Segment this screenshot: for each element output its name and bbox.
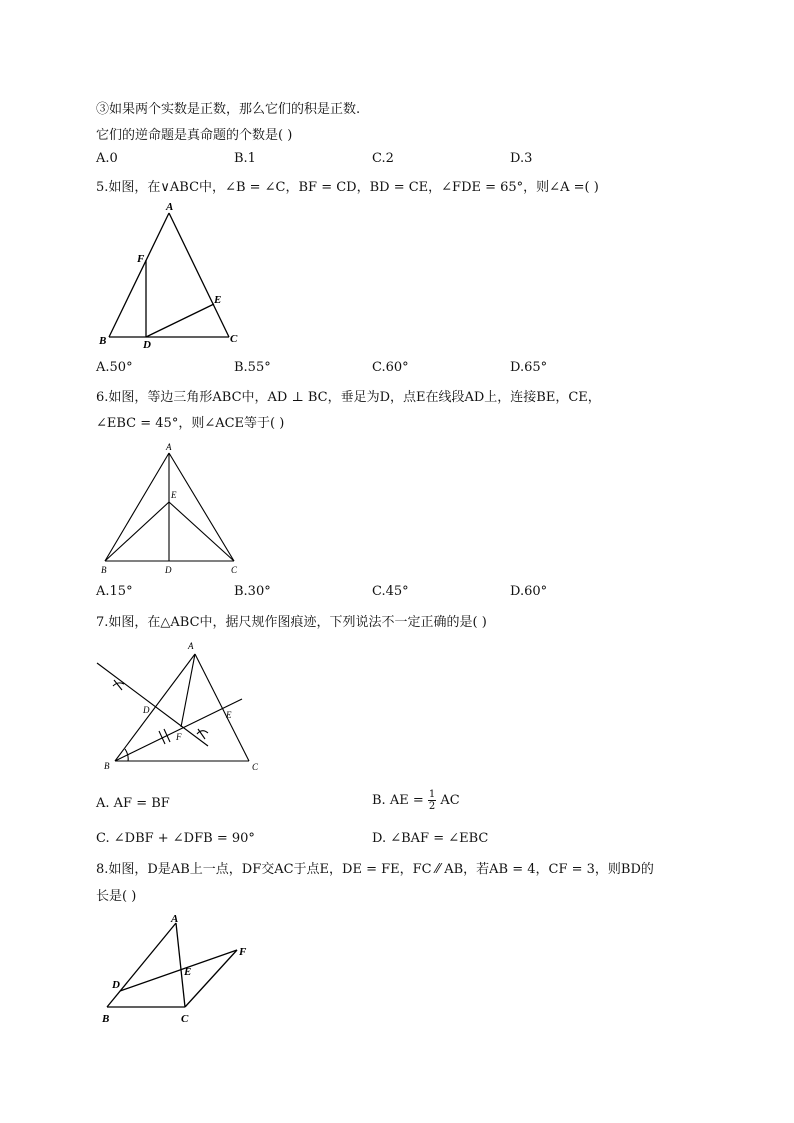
point-e-label: E <box>171 490 177 500</box>
segment-be <box>105 502 169 561</box>
segment-ac <box>176 923 185 1007</box>
option-b-suffix: AC <box>440 793 460 808</box>
point-f-label: F <box>137 253 145 265</box>
segment-de <box>146 304 214 337</box>
point-f-label: F <box>176 732 182 742</box>
side-ab <box>109 213 169 337</box>
angle-bisector-be <box>115 699 242 761</box>
segment-ce <box>169 502 234 561</box>
question-8-stem-line1: 8.如图，D是AB上一点，DF交AC于点E，DE = FE，FC ⁄⁄ AB，若AB = 4，CF = 3，则BD的 <box>96 862 654 877</box>
question-5-figure <box>92 196 252 356</box>
side-ac <box>169 453 234 561</box>
fraction-numerator: 1 <box>428 789 436 800</box>
side-ac <box>195 654 249 761</box>
question-8-figure <box>92 908 272 1028</box>
question-6-stem-line2: ∠EBC = 45°，则∠ACE等于( ) <box>96 416 285 431</box>
segment-af <box>181 654 195 727</box>
option-b: B.55° <box>234 360 271 375</box>
construction-arc-mark <box>197 731 208 734</box>
statement-3: ③如果两个实数是正数，那么它们的积是正数. <box>96 102 361 117</box>
point-c-label: C <box>230 333 238 345</box>
option-d: D. ∠BAF = ∠EBC <box>372 831 489 846</box>
option-d: D.60° <box>510 584 548 599</box>
option-b: B.1 <box>234 151 256 166</box>
point-a-label: A <box>166 442 172 452</box>
question-5-stem: 5.如图，在∨ABC中，∠B = ∠C，BF = CD，BD = CE，∠FDE = 65°，则∠A =( ) <box>96 180 599 195</box>
option-a: A. AF = BF <box>96 796 170 811</box>
point-c-label: C <box>252 762 259 772</box>
option-c: C.60° <box>372 360 409 375</box>
point-c-label: C <box>231 565 238 575</box>
option-c: C.2 <box>372 151 394 166</box>
point-e-label: E <box>226 710 232 720</box>
option-b: B.30° <box>234 584 271 599</box>
construction-arc-mark <box>164 729 170 742</box>
option-d: D.3 <box>510 151 533 166</box>
question-7-figure <box>92 636 272 776</box>
question-6-stem-line1: 6.如图，等边三角形ABC中，AD ⊥ BC，垂足为D，点E在线段AD上，连接BE，CE， <box>96 390 601 405</box>
point-e-label: E <box>184 966 192 978</box>
side-ab <box>115 654 195 761</box>
point-b-label: B <box>102 1013 110 1025</box>
point-b-label: B <box>101 565 107 575</box>
fraction <box>428 789 436 812</box>
question-7-stem: 7.如图，在△ABC中，据尺规作图痕迹，下列说法不一定正确的是( ) <box>96 615 487 630</box>
side-ac <box>169 213 229 337</box>
fraction-denominator: 2 <box>428 801 436 812</box>
point-d-label: D <box>143 339 151 351</box>
side-ab <box>105 453 169 561</box>
point-b-label: B <box>99 335 107 347</box>
point-d-label: D <box>112 979 120 991</box>
option-c: C. ∠DBF + ∠DFB = 90° <box>96 831 255 846</box>
segment-ab <box>107 923 176 1007</box>
question-6-figure <box>92 440 252 580</box>
question-4-prompt: 它们的逆命题是真命题的个数是( ) <box>96 128 293 143</box>
point-d-label: D <box>165 565 172 575</box>
option-c: C.45° <box>372 584 409 599</box>
option-b-prefix: B. AE = <box>372 793 424 808</box>
point-f-label: F <box>239 946 247 958</box>
point-a-label: A <box>188 641 194 651</box>
point-a-label: A <box>171 913 179 925</box>
option-a: A.50° <box>96 360 133 375</box>
point-c-label: C <box>181 1013 189 1025</box>
point-e-label: E <box>214 294 222 306</box>
option-d: D.65° <box>510 360 548 375</box>
point-b-label: B <box>104 761 110 771</box>
option-b <box>372 789 460 812</box>
option-a: A.0 <box>96 151 118 166</box>
option-a: A.15° <box>96 584 133 599</box>
point-d-label: D <box>143 705 150 715</box>
construction-arc-mark <box>114 680 122 690</box>
question-8-stem-line2: 长是( ) <box>96 889 137 904</box>
point-a-label: A <box>166 201 174 213</box>
